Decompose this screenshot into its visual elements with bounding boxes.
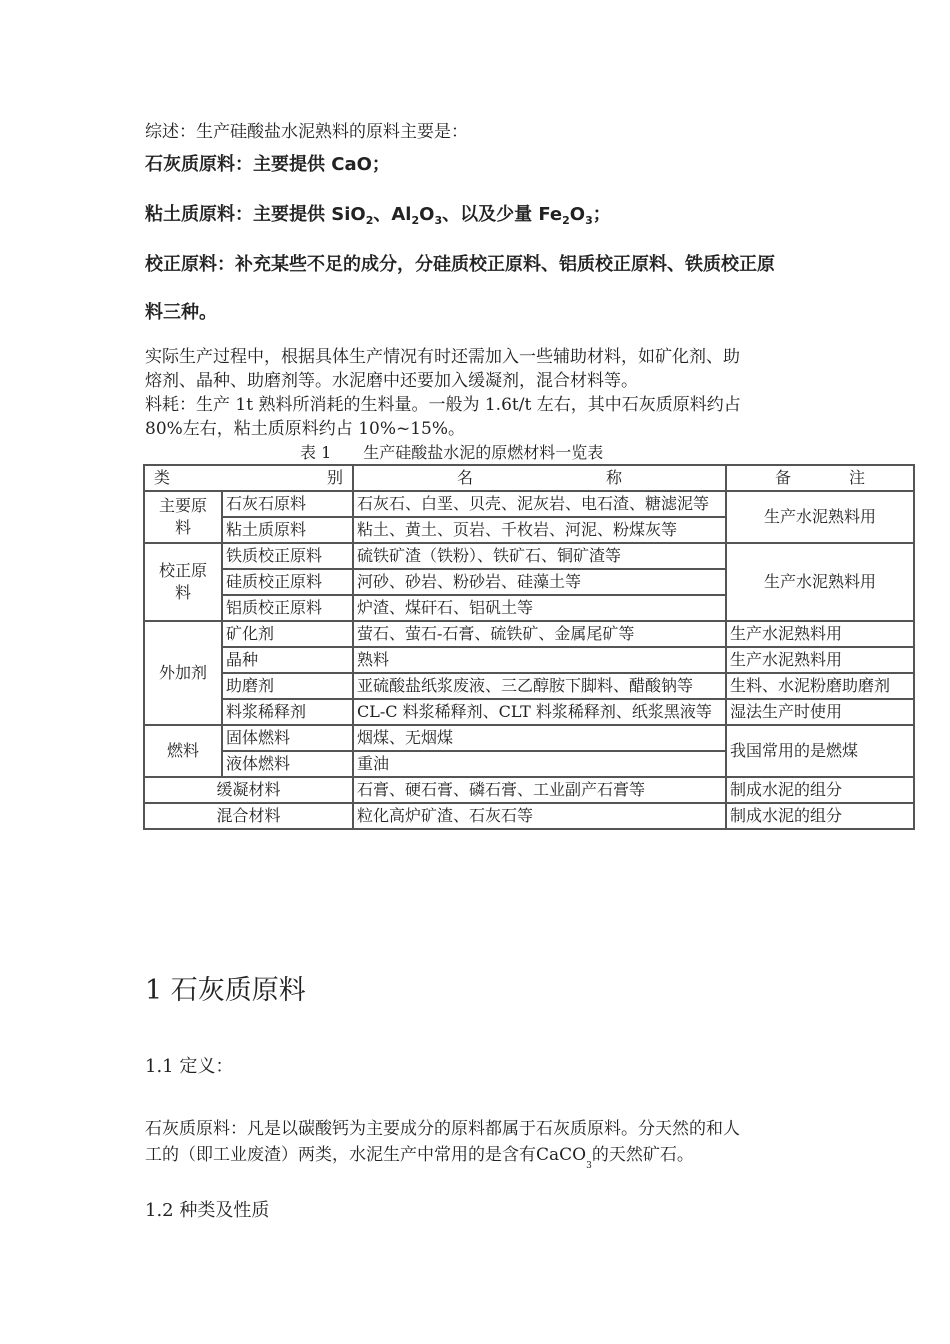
- item-note: 生产水泥熟料用: [726, 543, 914, 621]
- item-label: 固体燃料: [222, 725, 353, 751]
- table-row: [144, 647, 914, 673]
- item-names: 烟煤、无烟煤: [353, 725, 726, 751]
- item-label: 助磨剂: [222, 673, 353, 699]
- group-correction: 校正原料: [144, 543, 222, 621]
- item-names: 石膏、硬石膏、磷石膏、工业副产石膏等: [353, 777, 726, 803]
- table-row: [144, 803, 914, 829]
- item-note: 制成水泥的组分: [726, 777, 914, 803]
- item-label: 铁质校正原料: [222, 543, 353, 569]
- table-row: [144, 543, 914, 569]
- consumption-line1: 料耗：生产 1t 熟料所消耗的生料量。一般为 1.6t/t 左右，其中石灰质原料约占: [145, 395, 741, 415]
- header-category: 类 别: [144, 465, 353, 491]
- item-names: 萤石、萤石-石膏、硫铁矿、金属尾矿等: [353, 621, 726, 647]
- item-label: 晶种: [222, 647, 353, 673]
- table-row: [144, 621, 914, 647]
- subsection-heading-types: 1.2 种类及性质: [145, 1200, 270, 1221]
- item-label: 料浆稀释剂: [222, 699, 353, 725]
- table-row: [144, 777, 914, 803]
- definition-line1: 石灰质原料：凡是以碳酸钙为主要成分的原料都属于石灰质原料。分天然的和人: [145, 1119, 740, 1139]
- aux-line2: 熔剂、晶种、助磨剂等。水泥磨中还要加入缓凝剂，混合材料等。: [145, 371, 638, 391]
- item-label: 混合材料: [144, 803, 353, 829]
- table-caption: 表 1 生产硅酸盐水泥的原燃材料一览表: [300, 443, 604, 462]
- table-row: [144, 673, 914, 699]
- item-label: 粘土质原料: [222, 517, 353, 543]
- item-note: 生料、水泥粉磨助磨剂: [726, 673, 914, 699]
- item-names: 粘土、黄土、页岩、千枚岩、河泥、粉煤灰等: [353, 517, 726, 543]
- header-note: 备 注: [726, 465, 914, 491]
- item-label: 硅质校正原料: [222, 569, 353, 595]
- item-names: 熟料: [353, 647, 726, 673]
- header-name: 名 称: [353, 465, 726, 491]
- item-note: 生产水泥熟料用: [726, 647, 914, 673]
- item-names: 石灰石、白垩、贝壳、泥灰岩、电石渣、糖滤泥等: [353, 491, 726, 517]
- clay-summary: 粘土质原料：主要提供 SiO$_2$、$Al_2O_3$、以及少量 $Fe_2O_3$；: [145, 204, 611, 227]
- item-note: 制成水泥的组分: [726, 803, 914, 829]
- table-row: [144, 491, 914, 517]
- table-row: [144, 699, 914, 725]
- item-names: 硫铁矿渣（铁粉）、铁矿石、铜矿渣等: [353, 543, 726, 569]
- correction-summary-line2: 料三种。: [145, 302, 217, 323]
- item-names: 亚硫酸盐纸浆废液、三乙醇胺下脚料、醋酸钠等: [353, 673, 726, 699]
- item-note: 生产水泥熟料用: [726, 621, 914, 647]
- item-label: 铝质校正原料: [222, 595, 353, 621]
- item-names: CL-C 料浆稀释剂、CLT 料浆稀释剂、纸浆黑液等: [353, 699, 726, 725]
- table-header-row: [144, 465, 914, 491]
- item-label: 缓凝材料: [144, 777, 353, 803]
- item-label: 液体燃料: [222, 751, 353, 777]
- group-fuel: 燃料: [144, 725, 222, 777]
- section-heading: 1 石灰质原料: [145, 975, 306, 1006]
- materials-table: [143, 464, 915, 830]
- item-label: 矿化剂: [222, 621, 353, 647]
- item-names: 河砂、砂岩、粉砂岩、硅藻土等: [353, 569, 726, 595]
- item-names: 重油: [353, 751, 726, 777]
- item-note: 我国常用的是燃煤: [726, 725, 914, 777]
- consumption-line2: 80%左右，粘土质原料约占 10%~15%。: [145, 419, 466, 439]
- item-names: 炉渣、煤矸石、铝矾土等: [353, 595, 726, 621]
- item-note: 生产水泥熟料用: [726, 491, 914, 543]
- aux-line1: 实际生产过程中，根据具体生产情况有时还需加入一些辅助材料，如矿化剂、助: [145, 347, 740, 367]
- table-row: [144, 725, 914, 751]
- correction-summary-line1: 校正原料：补充某些不足的成分，分硅质校正原料、铝质校正原料、铁质校正原: [145, 254, 775, 275]
- item-names: 粒化高炉矿渣、石灰石等: [353, 803, 726, 829]
- item-label: 石灰石原料: [222, 491, 353, 517]
- lime-summary: 石灰质原料：主要提供 CaO；: [145, 154, 390, 175]
- item-note: 湿法生产时使用: [726, 699, 914, 725]
- definition-line2: 工的（即工业废渣）两类，水泥生产中常用的是含有CaCO$_3$的天然矿石。: [145, 1145, 694, 1171]
- summary-intro: 综述：生产硅酸盐水泥熟料的原料主要是：: [145, 122, 468, 142]
- group-additives: 外加剂: [144, 621, 222, 725]
- subsection-heading-definition: 1.1 定义：: [145, 1056, 234, 1077]
- group-main: 主要原料: [144, 491, 222, 543]
